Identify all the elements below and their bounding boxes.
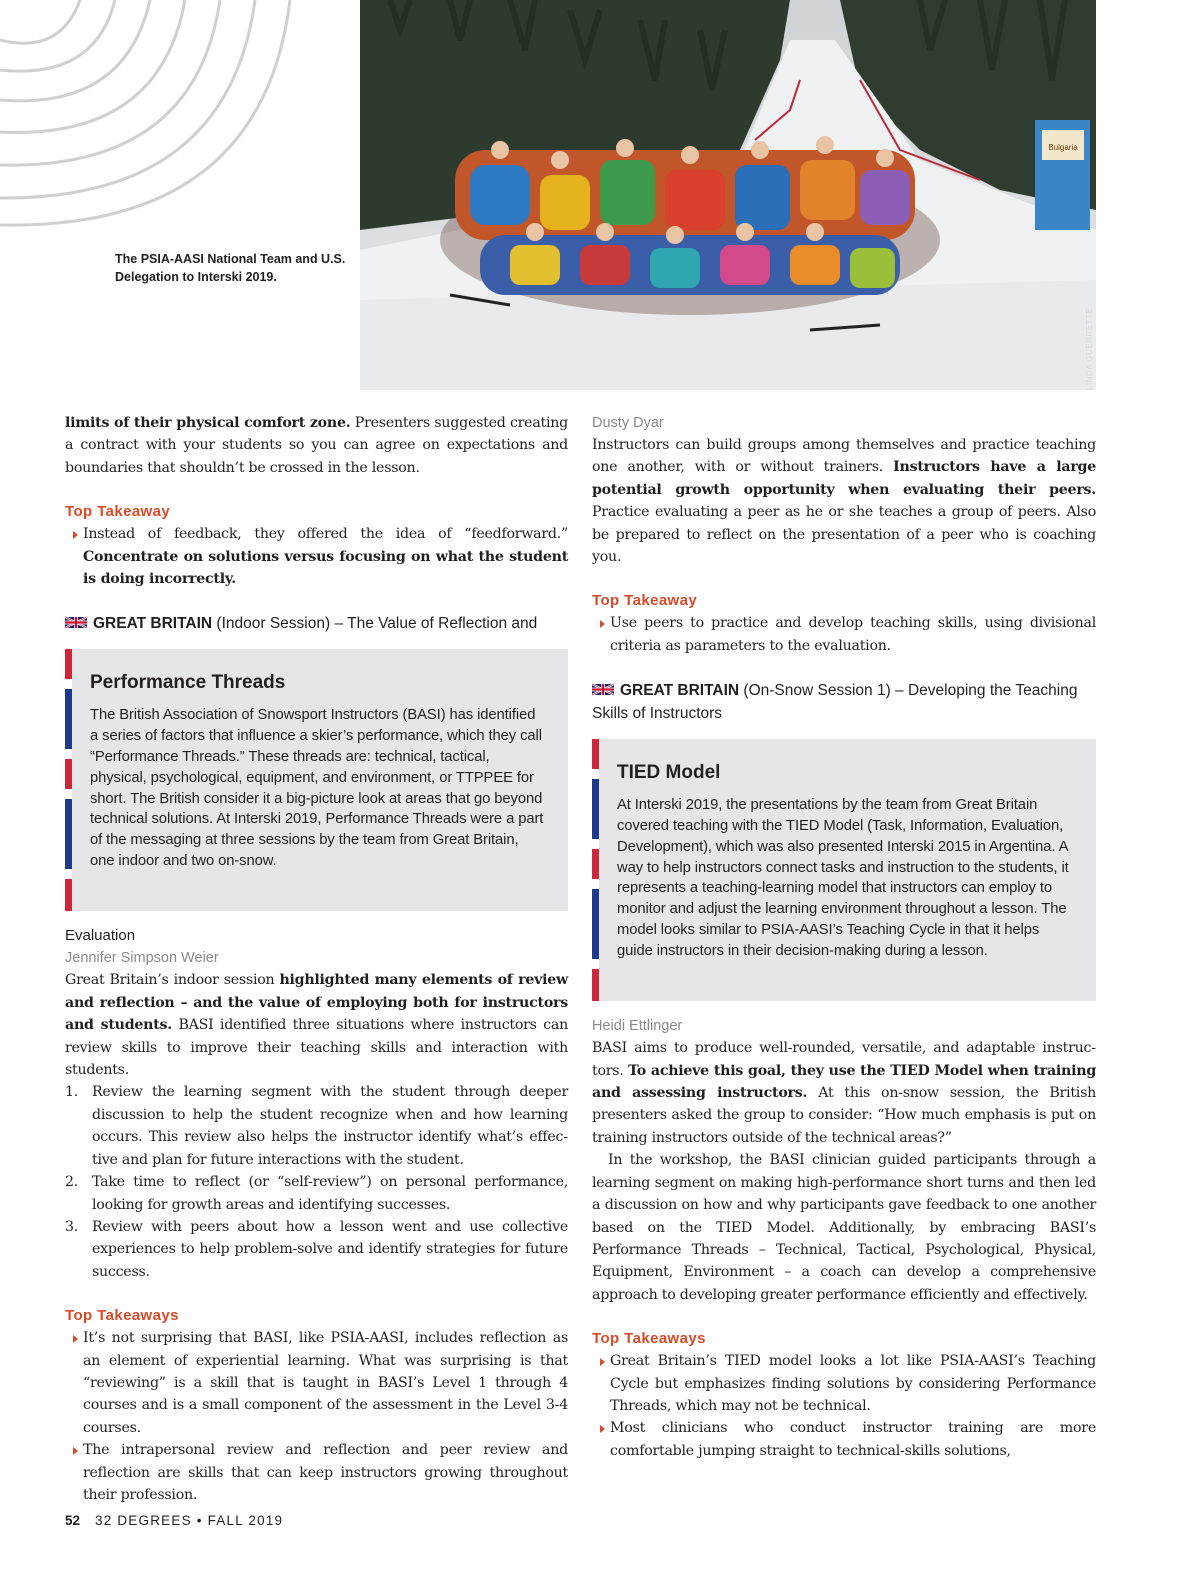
takeaway-item: Use peers to practice and develop teaching skills, using divisional criteria as parameters to the evaluation. bbox=[610, 612, 1096, 657]
bullet-triangle-icon bbox=[73, 1335, 78, 1343]
photo-caption: The PSIA-AASI National Team and U.S. Delegation to Interski 2019. bbox=[115, 252, 346, 284]
takeaways-list bbox=[65, 1327, 568, 1506]
takeaway-item: Instead of feedback, they offered the idea of “feedforward.” Concentrate on solutions versus focusing on what the student is doing incorrectly. bbox=[83, 523, 568, 590]
top-takeaway-title: Top Takeaway bbox=[592, 592, 698, 610]
evaluation-heading: Evaluation bbox=[65, 927, 136, 945]
team-photo bbox=[360, 0, 1096, 390]
numbered-item: 1. Review the learning segment with the student through deeper discussion to help the student recognize when and how learning occurs. This review also helps the instructor identify what’s effective and plan for future interactions with the student. bbox=[65, 1084, 568, 1168]
top-takeaway-title: Top Takeaway bbox=[65, 503, 171, 521]
sidebar-title: TIED Model bbox=[617, 762, 721, 784]
workshop-paragraph: In the workshop, the BASI clinician guided participants through a learning segment on making high-performance short turns and then led a discussion on how and why participants gave feedback to one another based on the TIED Model. Additionally, by embracing BASI’s Performance Threads – Technical, Tactical, Psychological, Physical, Equipment, Environment – a coach can develop a comprehensive approach to developing greater performance efficiently and effectively. bbox=[592, 1152, 1096, 1303]
evaluation-paragraph: Great Britain’s indoor session highlighted many elements of review and reflection – and the value of employing both for instructors and students. BASI identified three situations where instructors can review skills to improve their teaching skills and interaction with students. bbox=[65, 972, 568, 1079]
sidebar-body: At Interski 2019, the presentations by the team from Great Britain covered teaching with the TIED Model (Task, Information, Evaluation, Development), which was also presented Interski 2015 in Argentina. A way to help instructors connect tasks and instruction to the students, it represents a teaching-learning model that instructors can employ to monitor and adjust the learning environment throughout a lesson. The model looks similar to PSIA-AASI’s Teaching Cycle in that it helps guide instructors in their decision-making during a lesson. bbox=[617, 797, 1069, 959]
takeaway-list bbox=[592, 612, 1096, 657]
author-byline: Jennifer Simpson Weier bbox=[65, 950, 219, 967]
basi-paragraph: BASI aims to produce well-rounded, versatile, and adaptable instructors. To achieve this goal, they use the TIED Model when training and assessing instructors. At this on-snow session, the British presenters asked the group to consider: “How much emphasis is put on training instructors outside of the technical areas?” bbox=[592, 1040, 1096, 1146]
uk-flag-icon bbox=[65, 616, 87, 629]
bullet-triangle-icon bbox=[600, 620, 605, 628]
bullet-triangle-icon bbox=[600, 1358, 605, 1366]
decorative-contour-lines bbox=[0, 0, 340, 230]
bullet-triangle-icon bbox=[600, 1425, 605, 1433]
banner-text: Bulgaria bbox=[1048, 143, 1078, 152]
uk-flag-icon bbox=[592, 683, 614, 696]
intro-paragraph: limits of their physical comfort zone. Presenters suggested creating a contract with your students so you can agree on expectations and boundaries that shouldn’t be crossed in the lesson. bbox=[65, 415, 568, 476]
numbered-item: 3. Review with peers about how a lesson went and use collective experiences to help problem-solve and identify strategies for future success. bbox=[65, 1218, 568, 1280]
takeaway-item: The intrapersonal review and reflection and peer review and reflection are skills that can keep instructors growing throughout their profession. bbox=[83, 1439, 568, 1506]
author-byline: Dusty Dyar bbox=[592, 415, 664, 431]
photo-credit: LINDA GUERRETTE bbox=[1085, 307, 1094, 390]
top-takeaways-title: Top Takeaways bbox=[592, 1330, 706, 1348]
takeaway-item: It’s not surprising that BASI, like PSIA-AASI, includes reflection as an element of experiential learning. What was surprising is that “reviewing” is a skill that is taught in BASI’s Level 1 through 4 courses and is a small component of the assessment in the Level 3-4 courses. bbox=[83, 1327, 568, 1439]
top-takeaways-title: Top Takeaways bbox=[65, 1307, 179, 1325]
flag-stripe bbox=[592, 739, 599, 1001]
section-heading-indoor: GREAT BRITAIN (Indoor Session) – The Value of Reflection and bbox=[65, 612, 568, 635]
tied-model-sidebar bbox=[592, 739, 1096, 1001]
author-byline: Heidi Ettlinger bbox=[592, 1018, 683, 1035]
performance-threads-sidebar bbox=[65, 649, 568, 911]
left-column bbox=[65, 412, 568, 1506]
takeaway-item: Most clinicians who conduct instructor training are more comfortable jumping straight to technical-skills solutions, bbox=[610, 1417, 1096, 1462]
numbered-item: 2. Take time to reflect (or “self-review”) on personal performance, looking for growth areas and identifying successes. bbox=[65, 1174, 568, 1213]
right-column bbox=[592, 412, 1096, 1462]
flag-stripe bbox=[65, 649, 72, 911]
publication-name: 32 DEGREES • FALL 2019 bbox=[94, 1513, 284, 1528]
bullet-triangle-icon bbox=[73, 531, 78, 539]
takeaways-list bbox=[592, 1350, 1096, 1462]
takeaway-list bbox=[65, 523, 568, 590]
peer-paragraph: Instructors can build groups among themselves and practice teaching one another, with or without trainers. Instructors have a large potential growth opportunity when evaluating their peers. Practice evaluating a peer as he or she teaches a group of peers. Also be prepared to reflect on the presentation of a peer who is coaching you. bbox=[592, 437, 1096, 566]
page-number: 52 bbox=[65, 1513, 81, 1528]
sidebar-title: Performance Threads bbox=[90, 672, 286, 694]
numbered-list bbox=[65, 1081, 568, 1283]
page-footer bbox=[65, 1513, 283, 1528]
takeaway-item: Great Britain’s TIED model looks a lot like PSIA-AASI’s Teaching Cycle but emphasizes finding solutions by considering Performance Threads, which may not be technical. bbox=[610, 1350, 1096, 1417]
bullet-triangle-icon bbox=[73, 1447, 78, 1455]
section-heading-on-snow: GREAT BRITAIN (On-Snow Session 1) – Developing the Teaching Skills of Instructors bbox=[592, 682, 1078, 723]
sidebar-body: The British Association of Snowsport Instructors (BASI) has identified a series of factors that influence a skier’s performance, which they call “Performance Threads.” These threads are: technical, tactical, physical, psychological, equipment, and environment, or TTPPEE for short. The British consider it a big-picture look at areas that go beyond technical solutions. At Interski 2019, Performance Threads were a part of the messaging at three sessions by the team from Great Britain, one indoor and two on-snow. bbox=[90, 707, 544, 870]
